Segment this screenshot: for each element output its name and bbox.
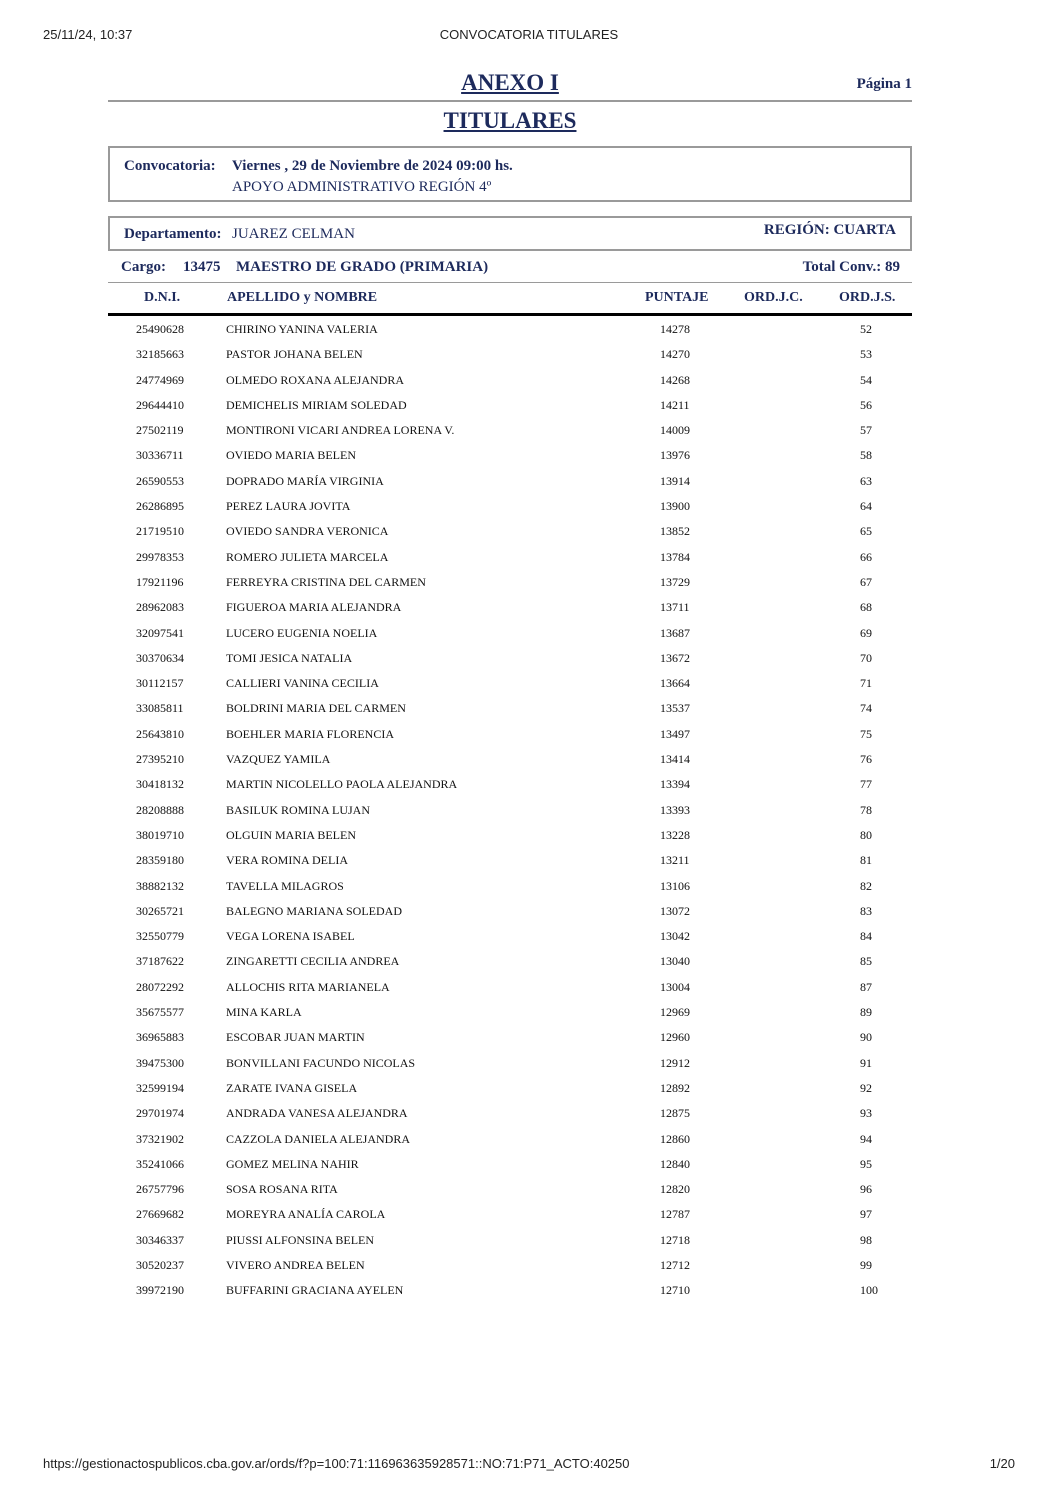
cell-dni: 26286895 [136,499,184,514]
cell-dni: 27395210 [136,752,184,767]
cell-ordjs: 92 [860,1080,872,1095]
cell-dni: 30112157 [136,676,184,691]
cell-puntaje: 13914 [660,473,690,488]
print-page-count: 1/20 [989,1456,1015,1471]
table-row [108,596,912,621]
departamento-label: Departamento: [124,226,222,242]
cell-nombre: OVIEDO SANDRA VERONICA [226,524,389,539]
cell-ordjs: 53 [860,347,872,362]
cell-puntaje: 13900 [660,499,690,514]
cell-puntaje: 12787 [660,1207,690,1222]
cell-nombre: PIUSSI ALFONSINA BELEN [226,1232,375,1247]
cell-puntaje: 13414 [660,752,690,767]
cell-dni: 37187622 [136,954,184,969]
cell-dni: 28072292 [136,979,184,994]
cell-puntaje: 14211 [660,397,690,412]
column-header-nombre: APELLIDO y NOMBRE [227,290,378,305]
cell-dni: 32599194 [136,1080,184,1095]
cell-puntaje: 12820 [660,1182,690,1197]
cell-nombre: ANDRADA VANESA ALEJANDRA [226,1106,408,1121]
cell-dni: 25490628 [136,322,184,336]
divider [108,313,912,316]
cell-ordjs: 57 [860,423,872,438]
table-row [108,1026,912,1051]
table-row [108,672,912,697]
cell-dni: 39972190 [136,1283,184,1298]
cell-puntaje: 13040 [660,954,690,969]
cell-ordjs: 87 [860,979,872,994]
cell-ordjs: 56 [860,397,872,412]
cell-puntaje: 12710 [660,1283,690,1298]
cell-nombre: ZINGARETTI CECILIA ANDREA [226,954,400,969]
column-header-dni: D.N.I. [144,290,181,305]
cell-puntaje: 12892 [660,1080,690,1095]
cell-nombre: BUFFARINI GRACIANA AYELEN [226,1283,404,1298]
table-row [108,773,912,798]
table-row [108,343,912,368]
cell-ordjs: 81 [860,853,872,868]
cell-ordjs: 83 [860,903,872,918]
cell-dni: 32097541 [136,625,184,640]
cell-dni: 29701974 [136,1106,184,1121]
cell-puntaje: 12718 [660,1232,690,1247]
cell-dni: 30370634 [136,650,184,665]
table-body [108,318,912,1305]
table-row [108,1254,912,1279]
table-row [108,318,912,343]
cell-nombre: SOSA ROSANA RITA [226,1182,338,1197]
cell-dni: 29978353 [136,549,184,564]
cell-ordjs: 64 [860,499,872,514]
table-row [108,1153,912,1178]
cell-nombre: GOMEZ MELINA NAHIR [226,1156,359,1171]
cargo-row [108,259,912,281]
departamento-value: JUAREZ CELMAN [232,226,355,242]
table-row [108,1077,912,1102]
cell-dni: 30336711 [136,448,184,463]
cell-nombre: OVIEDO MARIA BELEN [226,448,356,463]
column-header-puntaje: PUNTAJE [645,290,709,305]
table-row [108,697,912,722]
table-row [108,520,912,545]
table-row [108,622,912,647]
cell-puntaje: 13393 [660,802,690,817]
cell-dni: 27502119 [136,423,184,438]
cell-ordjs: 95 [860,1156,872,1171]
cell-puntaje: 13106 [660,878,690,893]
cell-puntaje: 14278 [660,322,690,336]
cell-ordjs: 58 [860,448,872,463]
table-row [108,1052,912,1077]
cell-ordjs: 71 [860,676,872,691]
cell-nombre: DEMICHELIS MIRIAM SOLEDAD [226,397,407,412]
divider [108,282,912,283]
cell-dni: 29644410 [136,397,184,412]
table-row [108,647,912,672]
cell-puntaje: 13211 [660,853,690,868]
cell-puntaje: 13004 [660,979,690,994]
table-row [108,1203,912,1228]
anexo-title: ANEXO I [461,70,559,95]
cell-nombre: BASILUK ROMINA LUJAN [226,802,371,817]
cell-ordjs: 84 [860,929,872,944]
cell-dni: 36965883 [136,1030,184,1045]
cell-puntaje: 13672 [660,650,690,665]
cell-puntaje: 12712 [660,1257,690,1272]
cell-ordjs: 69 [860,625,872,640]
cell-dni: 35241066 [136,1156,184,1171]
cell-dni: 17921196 [136,574,184,589]
cell-nombre: PEREZ LAURA JOVITA [226,499,351,514]
cell-ordjs: 65 [860,524,872,539]
cell-nombre: DOPRADO MARÍA VIRGINIA [226,473,384,488]
cell-nombre: VAZQUEZ YAMILA [226,752,331,767]
cell-ordjs: 78 [860,802,872,817]
cell-nombre: ALLOCHIS RITA MARIANELA [226,979,390,994]
table-row [108,1001,912,1026]
cell-nombre: BONVILLANI FACUNDO NICOLAS [226,1055,416,1070]
cell-nombre: CHIRINO YANINA VALERIA [226,322,378,336]
cell-ordjs: 80 [860,827,872,842]
convocatoria-fecha: Viernes , 29 de Noviembre de 2024 09:00 hs. [232,158,513,174]
cell-ordjs: 85 [860,954,872,969]
cell-dni: 25643810 [136,726,184,741]
table-row [108,1229,912,1254]
cell-nombre: CAZZOLA DANIELA ALEJANDRA [226,1131,410,1146]
cell-ordjs: 70 [860,650,872,665]
cell-ordjs: 75 [860,726,872,741]
table-header [108,290,912,310]
cell-puntaje: 13687 [660,625,690,640]
cell-nombre: OLGUIN MARIA BELEN [226,827,356,842]
cell-ordjs: 52 [860,322,872,336]
cell-nombre: FERREYRA CRISTINA DEL CARMEN [226,574,426,589]
cell-nombre: TOMI JESICA NATALIA [226,650,353,665]
cell-ordjs: 89 [860,1005,872,1020]
print-url: https://gestionactospublicos.cba.gov.ar/ords/f?p=100:71:116963635928571::NO:71:P71_ACTO:40250 [43,1456,630,1471]
cell-dni: 38019710 [136,827,184,842]
cell-nombre: VIVERO ANDREA BELEN [226,1257,365,1272]
table-row [108,723,912,748]
cell-nombre: ROMERO JULIETA MARCELA [226,549,389,564]
cell-dni: 35675577 [136,1005,184,1020]
cell-puntaje: 14009 [660,423,690,438]
cell-dni: 30520237 [136,1257,184,1272]
cargo-code: 13475 [183,259,221,275]
cell-ordjs: 98 [860,1232,872,1247]
cell-puntaje: 12960 [660,1030,690,1045]
cell-dni: 30265721 [136,903,184,918]
cell-puntaje: 14270 [660,347,690,362]
cell-dni: 27669682 [136,1207,184,1222]
cell-ordjs: 63 [860,473,872,488]
cell-puntaje: 13729 [660,574,690,589]
table-row [108,824,912,849]
cell-ordjs: 77 [860,777,872,792]
cell-nombre: BOLDRINI MARIA DEL CARMEN [226,701,406,716]
cell-puntaje: 13537 [660,701,690,716]
cell-ordjs: 74 [860,701,872,716]
cell-puntaje: 13497 [660,726,690,741]
cell-puntaje: 13664 [660,676,690,691]
cell-puntaje: 13072 [660,903,690,918]
titulares-title: TITULARES [443,108,577,133]
cell-puntaje: 12912 [660,1055,690,1070]
table-row [108,900,912,925]
cell-nombre: BOEHLER MARIA FLORENCIA [226,726,395,741]
cell-ordjs: 97 [860,1207,872,1222]
cell-ordjs: 76 [860,752,872,767]
cell-nombre: PASTOR JOHANA BELEN [226,347,363,362]
region-label: REGIÓN: CUARTA [763,222,896,238]
cell-nombre: ESCOBAR JUAN MARTIN [226,1030,365,1045]
cell-puntaje: 13394 [660,777,690,792]
cell-nombre: MOREYRA ANALÍA CAROLA [226,1207,386,1222]
table-row [108,369,912,394]
table-row [108,1102,912,1127]
cell-ordjs: 66 [860,549,872,564]
cell-dni: 24774969 [136,372,184,387]
column-header-ordjc: ORD.J.C. [744,290,803,305]
convocatoria-box [108,146,912,202]
cell-dni: 33085811 [136,701,184,716]
table-row [108,799,912,824]
convocatoria-descripcion: APOYO ADMINISTRATIVO REGIÓN 4º [232,179,492,195]
cell-puntaje: 12969 [660,1005,690,1020]
cell-dni: 38882132 [136,878,184,893]
table-row [108,1128,912,1153]
cell-nombre: MARTIN NICOLELLO PAOLA ALEJANDRA [226,777,458,792]
table-row [108,444,912,469]
cell-ordjs: 94 [860,1131,872,1146]
cargo-label: Cargo: [121,259,166,275]
cell-nombre: FIGUEROA MARIA ALEJANDRA [226,600,402,615]
cell-dni: 37321902 [136,1131,184,1146]
cell-puntaje: 12875 [660,1106,690,1121]
cell-nombre: VEGA LORENA ISABEL [226,929,355,944]
cell-puntaje: 12840 [660,1156,690,1171]
cell-nombre: LUCERO EUGENIA NOELIA [226,625,378,640]
cell-nombre: ZARATE IVANA GISELA [226,1080,358,1095]
cell-ordjs: 93 [860,1106,872,1121]
cell-puntaje: 13852 [660,524,690,539]
cell-puntaje: 14268 [660,372,690,387]
cell-puntaje: 13042 [660,929,690,944]
cell-puntaje: 13711 [660,600,690,615]
cell-nombre: VERA ROMINA DELIA [226,853,348,868]
cell-ordjs: 82 [860,878,872,893]
cell-ordjs: 100 [860,1283,878,1298]
table-row [108,849,912,874]
cell-nombre: CALLIERI VANINA CECILIA [226,676,379,691]
cell-ordjs: 67 [860,574,872,589]
cargo-name: MAESTRO DE GRADO (PRIMARIA) [236,259,489,275]
table-row [108,875,912,900]
table-row [108,571,912,596]
table-row [108,1279,912,1304]
cell-ordjs: 91 [860,1055,872,1070]
table-row [108,950,912,975]
print-datetime: 25/11/24, 10:37 [43,27,133,42]
page-number: Página 1 [856,76,912,92]
cell-ordjs: 54 [860,372,872,387]
cell-dni: 21719510 [136,524,184,539]
cell-puntaje: 13976 [660,448,690,463]
cell-nombre: OLMEDO ROXANA ALEJANDRA [226,372,405,387]
cell-dni: 28962083 [136,600,184,615]
browser-print-header [43,27,1015,45]
cell-dni: 39475300 [136,1055,184,1070]
cell-nombre: BALEGNO MARIANA SOLEDAD [226,903,402,918]
table-row [108,976,912,1001]
cell-ordjs: 96 [860,1182,872,1197]
table-row [108,470,912,495]
cell-dni: 30418132 [136,777,184,792]
cell-nombre: MONTIRONI VICARI ANDREA LORENA V. [226,423,455,438]
table-row [108,394,912,419]
departamento-box [108,216,912,251]
browser-print-footer [43,1456,1015,1474]
table-row [108,419,912,444]
table-row [108,1178,912,1203]
print-title: CONVOCATORIA TITULARES [439,27,619,42]
cell-nombre: MINA KARLA [226,1005,302,1020]
cell-ordjs: 68 [860,600,872,615]
cell-dni: 28208888 [136,802,184,817]
cell-dni: 26590553 [136,473,184,488]
table-row [108,748,912,773]
convocatoria-label: Convocatoria: [124,158,216,174]
cell-dni: 28359180 [136,853,184,868]
table-row [108,546,912,571]
cell-puntaje: 12860 [660,1131,690,1146]
total-conv: Total Conv.: 89 [802,259,900,275]
column-header-ordjs: ORD.J.S. [839,290,896,305]
cell-nombre: TAVELLA MILAGROS [226,878,344,893]
cell-ordjs: 90 [860,1030,872,1045]
cell-puntaje: 13228 [660,827,690,842]
cell-dni: 26757796 [136,1182,184,1197]
cell-dni: 30346337 [136,1232,184,1247]
cell-dni: 32185663 [136,347,184,362]
table-row [108,495,912,520]
cell-dni: 32550779 [136,929,184,944]
table-row [108,925,912,950]
cell-ordjs: 99 [860,1257,872,1272]
cell-puntaje: 13784 [660,549,690,564]
divider [108,100,912,102]
